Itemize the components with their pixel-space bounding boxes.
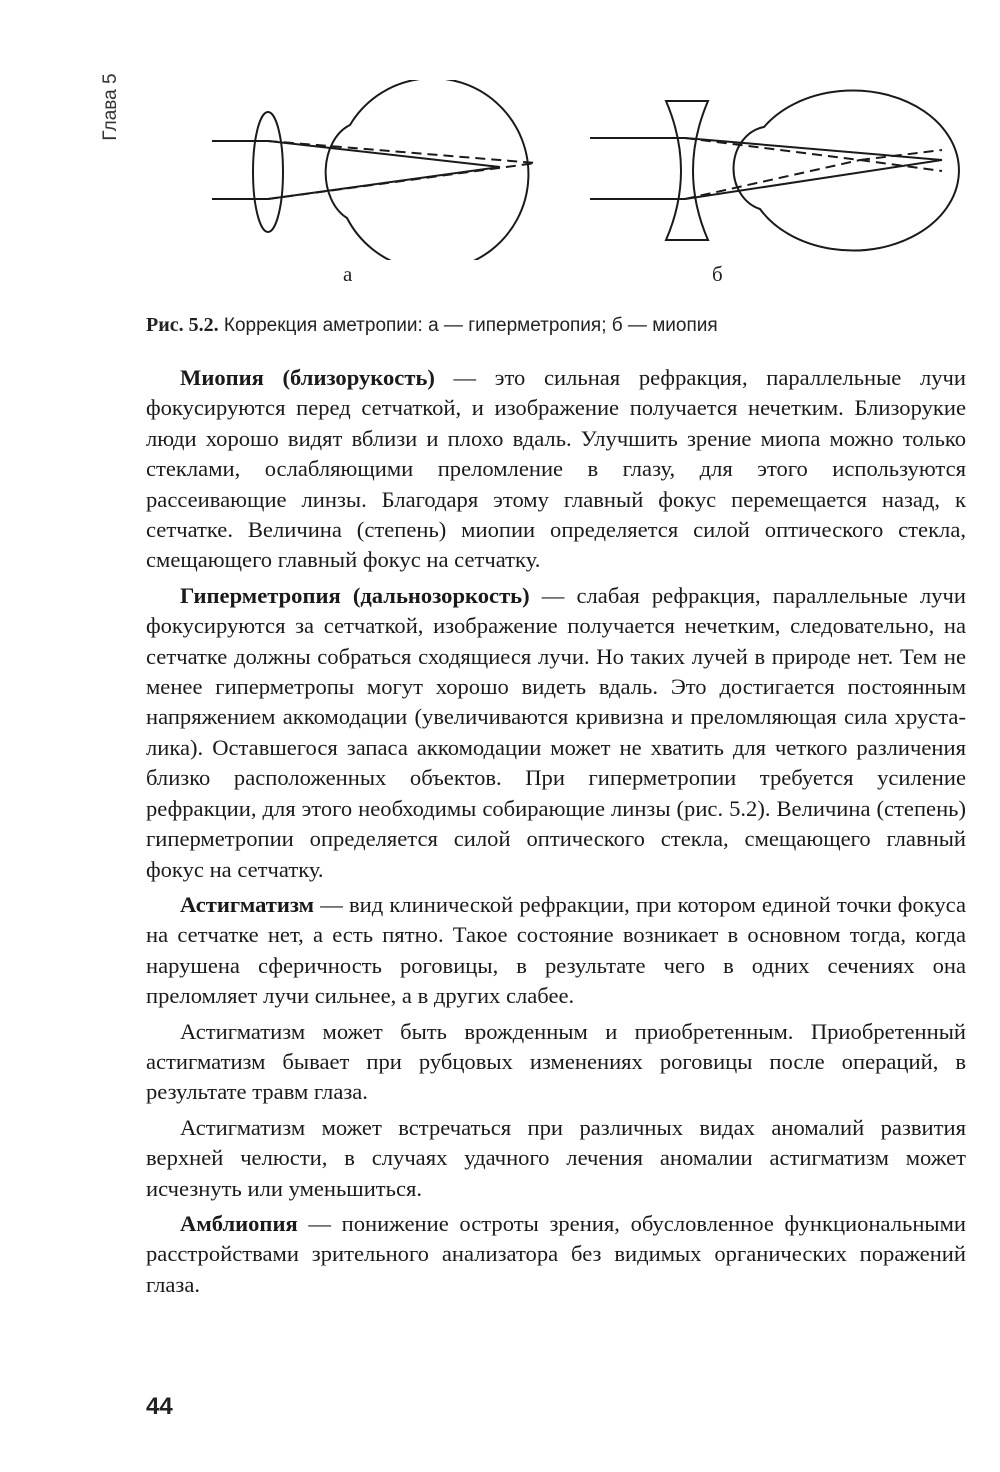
paragraph-astigmatism [146, 890, 966, 1012]
term-myopia: Миопия (близорукость) [180, 365, 435, 390]
diagram-a-eyeball [326, 80, 529, 260]
figure-caption [146, 314, 966, 337]
figure-caption-number: Рис. 5.2. [146, 314, 219, 336]
chapter-header-text: Глава 5 [100, 73, 121, 141]
ametropia-correction-figure [140, 80, 980, 260]
diagram-b-diverging-lens [666, 101, 708, 240]
diagram-b-myopia [590, 91, 959, 251]
diagram-a-converging-lens [253, 112, 283, 232]
diagram-b-eyeball [734, 91, 959, 251]
figure-label-a: а [343, 262, 353, 286]
chapter-header [100, 67, 122, 147]
paragraph-myopia-text: — это сильная рефракция, параллельные лучи фокусируются перед сетчаткой, и изображение получается нечетким. Близорукие люди хорошо видят вблизи и плохо вдаль. Улучшить зрение миопа можно только стеклами, ослабляющими преломление в глазу, для этого используются рассеивающие линзы. Благодаря этому главный фокус перемещается назад, к сетчатке. Величина (степень) миопии определяется силой оптического стекла, смещающего главный фокус на сетчатку. [146, 365, 966, 573]
figure-caption-text: Коррекция аметропии: а — гиперметропия; б — миопия [223, 315, 718, 336]
paragraph-amblyopia [146, 1209, 966, 1300]
term-hyperopia: Гиперметропия (дальнозоркость) [180, 582, 530, 608]
diagram-b-dashed-ray-top [685, 138, 860, 160]
figure-label-b: б [712, 262, 723, 286]
paragraph-hyperopia [146, 581, 966, 885]
diagram-b-ray-top [685, 138, 942, 160]
term-amblyopia: Амблиопия [180, 1210, 298, 1236]
paragraph-astigmatism-types [146, 1017, 966, 1108]
diagram-a-dashed-ray-bottom [268, 163, 536, 199]
paragraph-astigmatism-text: — вид клинической рефракции, при котором единой точки фокуса на сетчатке нет, а есть пятно. Такое состояние возникает в основном тогда, когда нарушена сферичность роговицы, в результате чего в одних сечениях она преломляет лучи сильнее, а в других слабее. [146, 891, 966, 1009]
paragraph-hyperopia-text: — слабая рефракция, параллельные лучи фокусируются за сетчаткой, изображение получается нечетким, следовательно, на сетчатке должны собраться сходящиеся лучи. Но таких лучей в природе нет. Тем не менее гиперметропы могут хорошо видеть вдаль. Это достигается постоянным напряжением аккомодации (увеличиваются кривизна и преломляющая сила хрусталика). Оставшегося запаса аккомодации может не хватить для четкого различения близко расположенных объектов. При гиперметропии требуется усиление рефракции, для этого необходимы собирающие линзы (рис. 5.2). Величина (степень) гиперметропии определяется силой оптического стекла, смещающего главный фокус на сетчатку. [146, 582, 966, 882]
body-text [146, 363, 966, 1305]
diagram-a-ray-top [268, 141, 500, 167]
diagram-a-hyperopia [212, 80, 536, 260]
paragraph-astigmatism-jaw-text: Астигматизм может встречаться при различных видах аномалий развития верхней челюсти, в случаях удачного лечения аномалии астигматизм может исчезнуть или уменьшиться. [146, 1114, 966, 1201]
paragraph-astigmatism-types-text: Астигматизм может быть врожденным и приобретенным. Приобретенный астигматизм бывает при рубцовых изменениях роговицы после операций, в результате травм глаза. [146, 1018, 966, 1105]
diagram-a-dashed-ray-top [268, 141, 536, 163]
paragraph-astigmatism-jaw [146, 1113, 966, 1204]
diagram-b-dashed-ray-bottom [685, 160, 860, 199]
diagram-b-ray-bottom [685, 160, 942, 199]
paragraph-amblyopia-text: — понижение остроты зрения, обусловленное функциональными расстройствами зрительного анализатора без видимых органических поражений глаза. [146, 1210, 966, 1297]
paragraph-myopia [146, 363, 966, 576]
term-astigmatism: Астигматизм [180, 891, 315, 917]
page-number: 44 [146, 1393, 173, 1420]
